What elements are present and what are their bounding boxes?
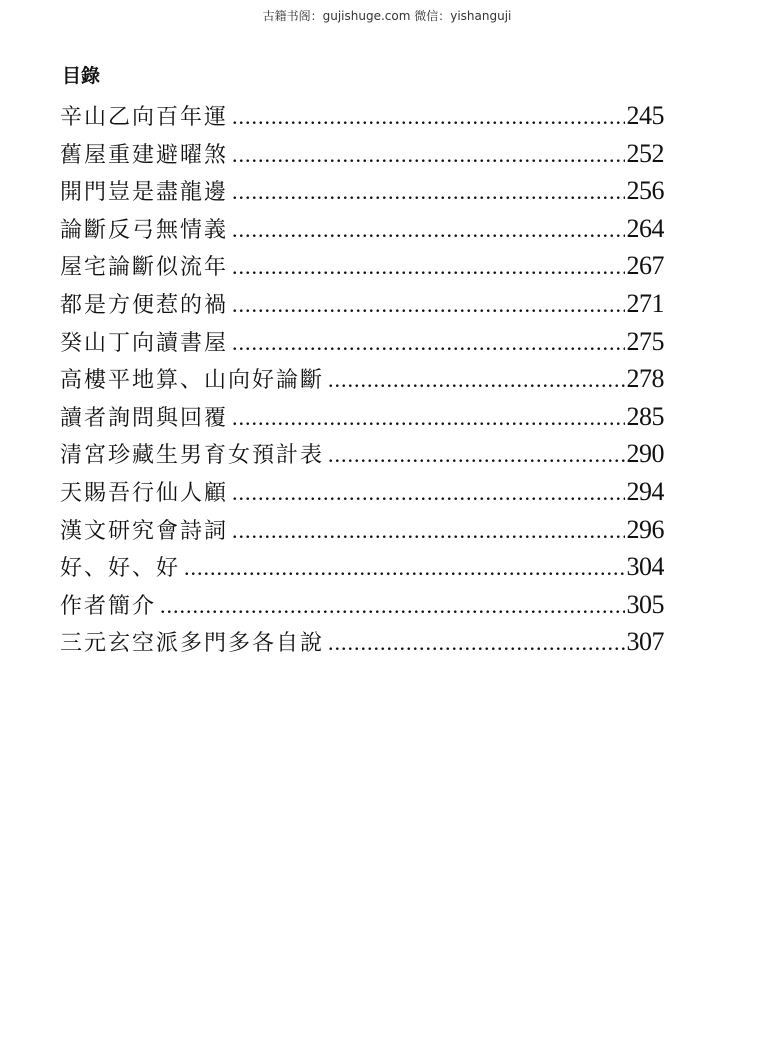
toc-dot-leader: [160, 587, 624, 624]
toc-entry-title: 都是方便惹的禍: [60, 292, 229, 318]
toc-dot-leader: [328, 361, 624, 398]
toc-entry[interactable]: [60, 247, 664, 285]
toc-entry[interactable]: [60, 586, 664, 624]
toc-entry-page: 245: [626, 101, 664, 130]
toc-entry-page: 252: [626, 138, 664, 168]
toc-entry-page: 278: [626, 364, 664, 394]
toc-entry-title: 漢文研究會詩詞: [60, 518, 229, 544]
toc-entry[interactable]: [60, 323, 664, 361]
toc-dot-leader: [232, 211, 624, 248]
toc-dot-leader: [232, 173, 624, 210]
toc-list: [60, 97, 664, 661]
toc-entry[interactable]: [60, 435, 664, 473]
toc-entry[interactable]: [60, 285, 664, 323]
toc-heading: 目錄: [62, 65, 101, 87]
toc-entry-title: 好、好、好: [60, 556, 181, 582]
toc-dot-leader: [232, 286, 624, 323]
toc-entry[interactable]: [60, 511, 664, 549]
toc-dot-leader: [232, 474, 624, 511]
toc-entry-page: 304: [626, 552, 664, 582]
toc-entry[interactable]: [60, 172, 664, 210]
toc-dot-leader: [328, 624, 624, 661]
toc-dot-leader: [232, 512, 624, 549]
toc-dot-leader: [184, 549, 624, 586]
toc-entry-title: 清宮珍藏生男育女預計表: [60, 443, 325, 469]
toc-entry-page: 256: [626, 176, 664, 206]
toc-entry-page: 307: [626, 627, 664, 657]
toc-dot-leader: [232, 248, 624, 285]
toc-entry-title: 作者簡介: [60, 593, 157, 619]
toc-entry-title: 癸山丁向讀書屋: [60, 330, 229, 356]
toc-entry-title: 論斷反弓無情義: [60, 217, 229, 243]
toc-entry-title: 讀者詢問與回覆: [60, 405, 229, 431]
toc-entry-title: 辛山乙向百年運: [60, 105, 229, 130]
toc-entry[interactable]: [60, 97, 664, 135]
toc-dot-leader: [232, 324, 624, 361]
toc-entry-page: 271: [626, 288, 664, 318]
toc-entry-page: 267: [626, 251, 664, 281]
watermark-text: 古籍书阁：gujishuge.com 微信：yishanguji: [262, 9, 512, 23]
toc-entry-title: 開門豈是盡龍邊: [60, 180, 229, 206]
toc-entry[interactable]: [60, 135, 664, 173]
toc-entry-title: 高樓平地算、山向好論斷: [60, 368, 325, 394]
toc-entry-page: 290: [626, 439, 664, 469]
toc-entry-page: 275: [626, 326, 664, 356]
toc-entry[interactable]: [60, 623, 664, 661]
toc-entry[interactable]: [60, 398, 664, 436]
toc-entry-page: 305: [626, 589, 664, 619]
toc-entry-page: 285: [626, 401, 664, 431]
toc-entry-page: 296: [626, 514, 664, 544]
toc-entry-page: 294: [626, 476, 664, 506]
toc-entry[interactable]: [60, 548, 664, 586]
toc-entry-title: 三元玄空派多門多各自說: [60, 631, 325, 657]
toc-dot-leader: [232, 98, 624, 135]
toc-dot-leader: [232, 399, 624, 436]
toc-entry[interactable]: [60, 360, 664, 398]
toc-entry[interactable]: [60, 473, 664, 511]
toc-dot-leader: [232, 136, 624, 173]
toc-entry-title: 舊屋重建避曜煞: [60, 142, 229, 168]
toc-entry[interactable]: [60, 210, 664, 248]
toc-entry-page: 264: [626, 213, 664, 243]
toc-entry-title: 天賜吾行仙人顧: [60, 480, 229, 506]
toc-entry-title: 屋宅論斷似流年: [60, 255, 229, 281]
toc-dot-leader: [328, 436, 624, 473]
